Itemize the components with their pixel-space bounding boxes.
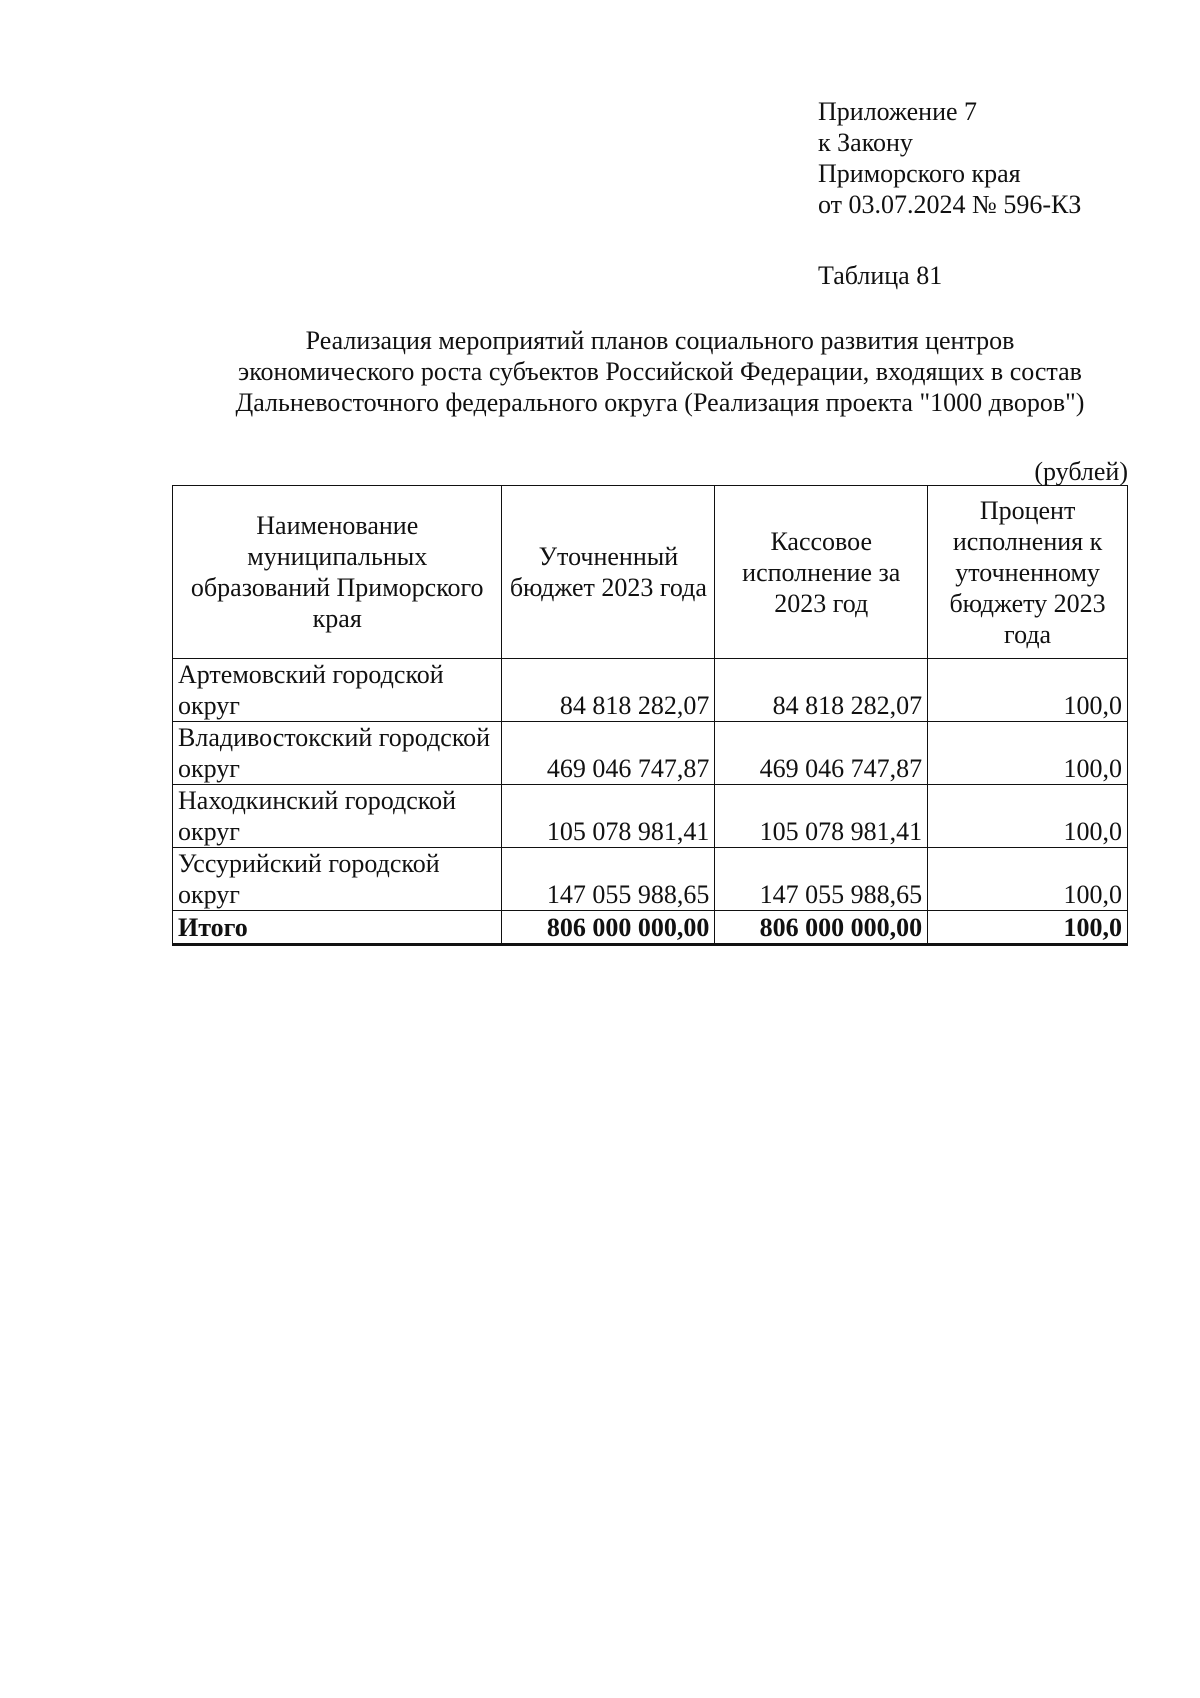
title-line: экономического роста субъектов Российской Федерации, входящих в состав [238,357,1082,386]
cell-budget: 105 078 981,41 [502,785,715,848]
budget-table [172,485,1128,946]
appendix-line: Приложение 7 [818,97,978,126]
cell-budget: 84 818 282,07 [502,659,715,722]
appendix-line: Приморского края [818,159,1021,188]
unit-label: (рублей) [1034,457,1128,486]
header-percent: Процент исполнения к уточненному бюджету 2023 года [928,486,1128,659]
cell-percent: 100,0 [928,722,1128,785]
table-header-row [173,486,1128,659]
cell-budget: 147 055 988,65 [502,848,715,911]
table-number: Таблица 81 [818,261,943,290]
header-municipality: Наименование муниципальных образований Приморского края [173,486,502,659]
document-title [150,325,1170,418]
table-row [173,785,1128,848]
appendix-line: к Закону [818,128,913,157]
table-row [173,659,1128,722]
appendix-header [818,96,1081,220]
total-execution: 806 000 000,00 [715,911,928,945]
total-label: Итого [173,911,502,945]
table-row [173,722,1128,785]
table-total-row [173,911,1128,945]
cell-budget: 469 046 747,87 [502,722,715,785]
cell-execution: 469 046 747,87 [715,722,928,785]
header-budget: Уточненный бюджет 2023 года [502,486,715,659]
cell-municipality: Владивостокский городской округ [173,722,502,785]
total-percent: 100,0 [928,911,1128,945]
appendix-line: от 03.07.2024 № 596-КЗ [818,190,1082,219]
cell-percent: 100,0 [928,785,1128,848]
cell-execution: 84 818 282,07 [715,659,928,722]
cell-execution: 105 078 981,41 [715,785,928,848]
header-execution: Кассовое исполнение за 2023 год [715,486,928,659]
cell-municipality: Находкинский городской округ [173,785,502,848]
cell-municipality: Уссурийский городской округ [173,848,502,911]
title-line: Дальневосточного федерального округа (Реализация проекта "1000 дворов") [235,388,1085,417]
cell-percent: 100,0 [928,659,1128,722]
cell-percent: 100,0 [928,848,1128,911]
cell-municipality: Артемовский городской округ [173,659,502,722]
table-row [173,848,1128,911]
cell-execution: 147 055 988,65 [715,848,928,911]
total-budget: 806 000 000,00 [502,911,715,945]
title-line: Реализация мероприятий планов социального развития центров [305,326,1015,355]
